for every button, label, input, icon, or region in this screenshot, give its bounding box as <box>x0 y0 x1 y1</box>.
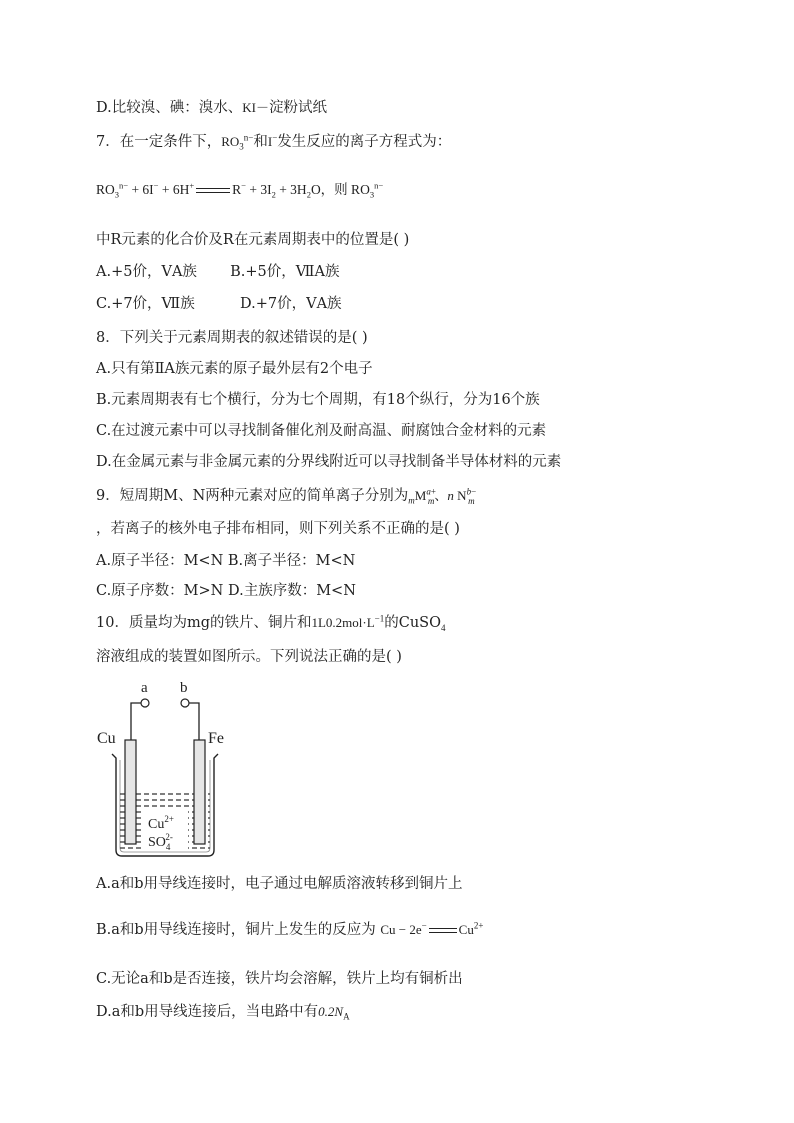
q10-option-c: C.无论a和b是否连接，铁片均会溶解，铁片上均有铜析出 <box>96 971 463 987</box>
q7-question: 中R元素的化合价及R在元素周期表中的位置是( ) <box>96 232 410 248</box>
wire-b <box>189 703 199 742</box>
q10-stem-cont: 溶液组成的装置如图所示。下列说法正确的是( ) <box>96 649 402 665</box>
q8-option-a: A.只有第ⅡA族元素的原子最外层有2个电子 <box>96 361 373 377</box>
q8-option-c: C.在过渡元素中可以寻找制备催化剂及耐高温、耐腐蚀合金材料的元素 <box>96 423 547 439</box>
wire-a <box>131 703 141 742</box>
q7-ionic-equation: $RO_3^{n-} + 6I^- + 6H^+$ $R^- + 3I_2 + 3H_2O$，则 $RO_3^{n-}$ <box>96 180 384 200</box>
ion-so4-2minus: $SO_42-$ <box>148 832 173 852</box>
q8-stem: 8．下列关于元素周期表的叙述错误的是( ) <box>96 330 368 346</box>
q6-option-d: D.比较溴、碘：溴水、KI－淀粉试纸 <box>96 100 327 116</box>
q10-option-a: A.a和b用导线连接时，电子通过电解质溶液转移到铜片上 <box>96 876 463 892</box>
electrochemistry-apparatus-diagram <box>94 676 244 862</box>
q8-option-b: B.元素周期表有七个横行，分为七个周期，有18个纵行，分为16个族 <box>96 392 540 408</box>
terminal-a <box>141 699 149 707</box>
q10-option-d: D.a和b用导线连接后，当电路中有$0.2N_A$ <box>96 1004 350 1022</box>
q10-stem: 10．质量均为mg的铁片、铜片和$1L0.2mol\cdot L^{-1}$的CuSO$_4$ <box>96 613 446 633</box>
q7-options-ab: A.+5价，ⅤA族 B.+5价，ⅦA族 <box>96 264 340 280</box>
q9-question: ，若离子的核外电子排布相同，则下列关系不正确的是( ) <box>96 521 460 537</box>
label-a: a <box>141 680 148 696</box>
q9-options-cd: C.原子序数：M>N D.主族序数：M<N <box>96 583 356 599</box>
label-fe: Fe <box>208 730 224 747</box>
label-b: b <box>180 680 188 696</box>
q9-stem: 9．短周期M、N两种元素对应的简单离子分别为$_mM^{a+}_m$、n $N^{b-}_m$ <box>96 486 477 506</box>
q9-options-ab: A.原子半径：M<N B.离子半径：M<N <box>96 553 356 569</box>
copper-electrode <box>125 740 136 844</box>
q8-option-d: D.在金属元素与非金属元素的分界线附近可以寻找制备半导体材料的元素 <box>96 454 562 470</box>
ion-cu2plus: $Cu^{2+}$ <box>148 814 174 832</box>
terminal-b <box>181 699 189 707</box>
label-cu: Cu <box>97 730 116 747</box>
q7-options-cd: C.+7价，Ⅶ族 D.+7价，ⅤA族 <box>96 296 342 312</box>
q10-option-b: B.a和b用导线连接时，铜片上发生的反应为 Cu − 2e− $Cu^{2+}$ <box>96 920 484 938</box>
iron-electrode <box>194 740 205 844</box>
q7-stem: 7．在一定条件下，$RO_3^{n-}$和I−发生反应的离子方程式为： <box>96 132 452 152</box>
